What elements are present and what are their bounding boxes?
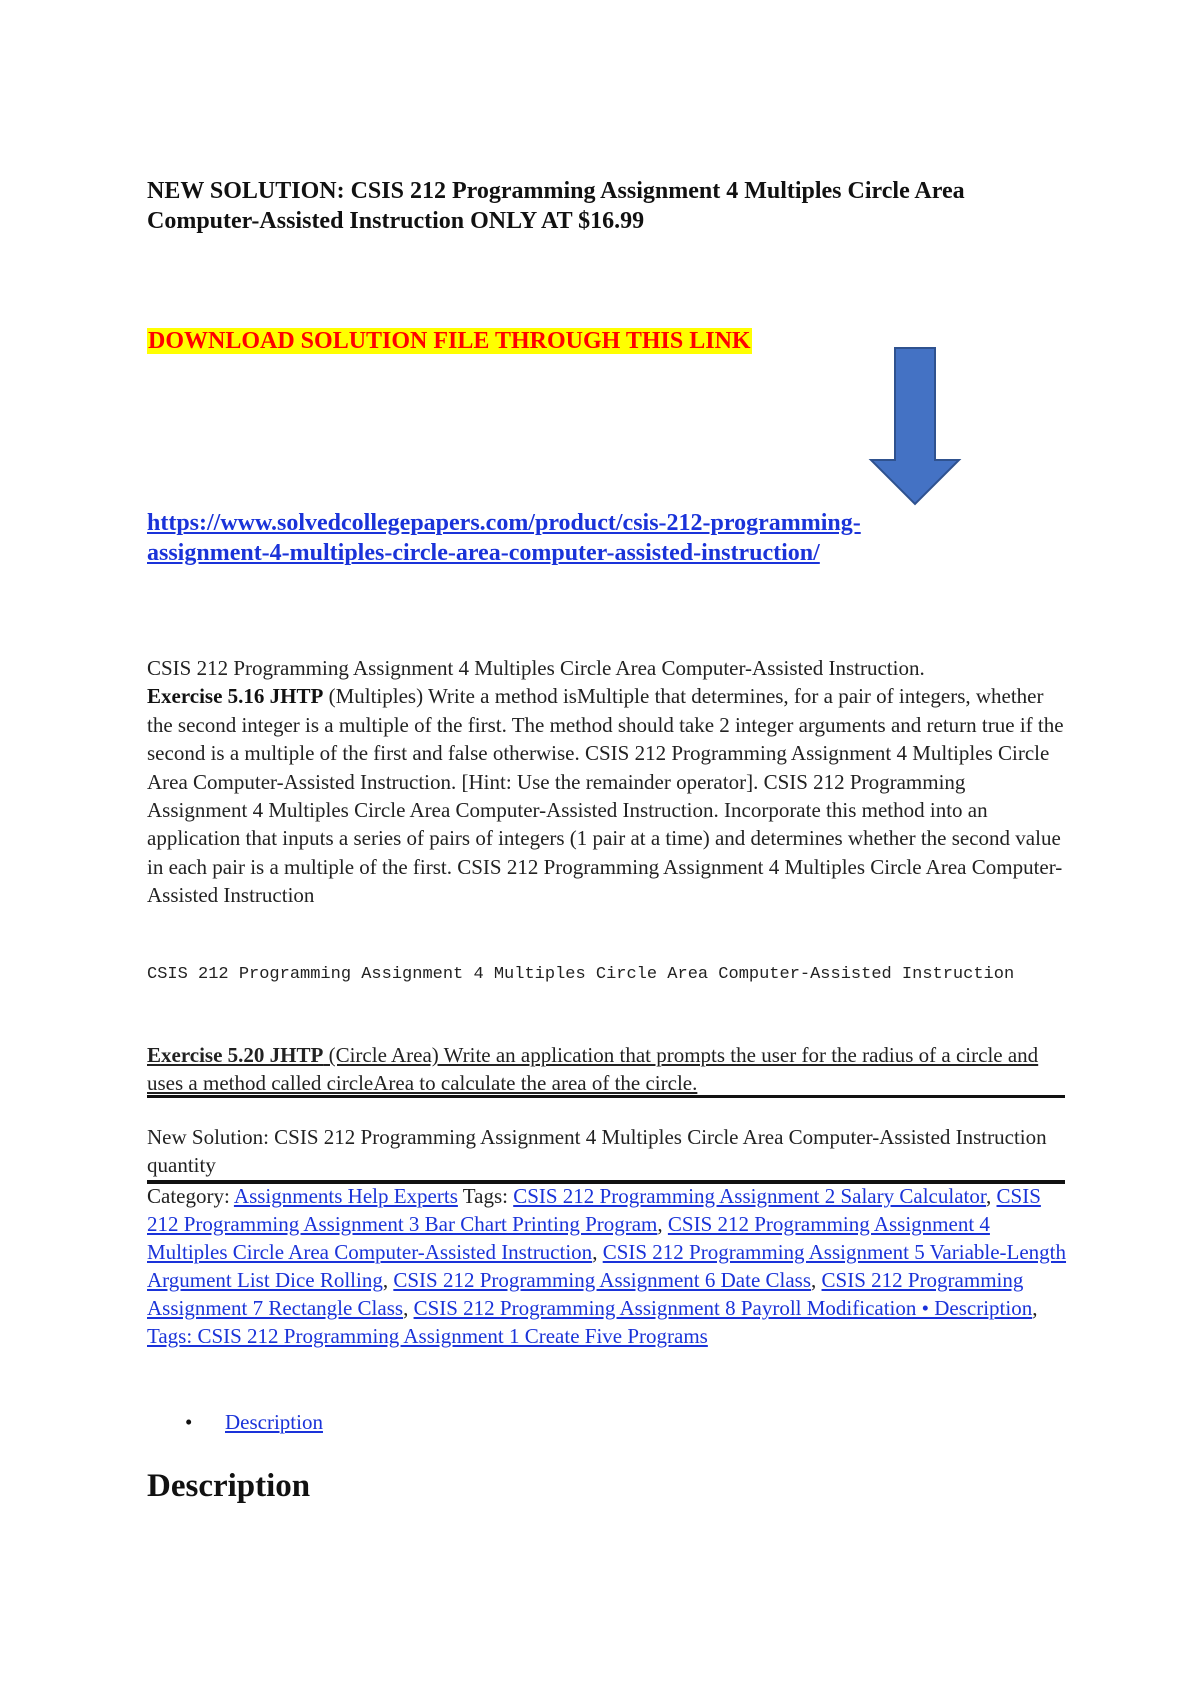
exercise-5-16-paragraph <box>147 654 1067 910</box>
monospace-caption: CSIS 212 Programming Assignment 4 Multiples Circle Area Computer-Assisted Instruction <box>147 965 1015 984</box>
solution-download-link[interactable] <box>147 508 1067 568</box>
tag-separator: , <box>403 1296 414 1320</box>
divider-top <box>147 1095 1065 1098</box>
tag-link[interactable]: CSIS 212 Programming Assignment 5 Variable-Length Argument List Dice Rolling <box>147 1240 1067 1292</box>
tag-separator: , <box>811 1268 822 1292</box>
description-heading: Description <box>147 1468 311 1504</box>
exercise-2-underlined <box>147 1043 1038 1095</box>
page-title: NEW SOLUTION: CSIS 212 Programming Assignment 4 Multiples Circle Area Computer-Assisted Instruction ONLY AT $16.99 <box>147 178 965 234</box>
url-line-1: https://www.solvedcollegepapers.com/product/csis-212-programming- <box>147 510 861 536</box>
tag-separator: , <box>986 1184 997 1208</box>
tag-link[interactable]: CSIS 212 Programming Assignment 8 Payroll Modification • Description <box>413 1296 1033 1320</box>
tag-link[interactable]: CSIS 212 Programming Assignment 7 Rectangle Class <box>147 1268 1024 1320</box>
download-banner <box>147 326 752 356</box>
tags-label: Tags: <box>457 1184 514 1208</box>
category-tags-block <box>147 1182 1067 1350</box>
exercise-5-20-paragraph <box>147 1041 1067 1097</box>
arrow-down-icon <box>867 346 963 506</box>
new-solution-text: New Solution: CSIS 212 Programming Assignment 4 Multiples Circle Area Computer-Assisted Instruction quantity <box>147 1125 1047 1177</box>
tag-link[interactable]: CSIS 212 Programming Assignment 3 Bar Chart Printing Program <box>147 1184 1041 1236</box>
tag-separator: , <box>1032 1296 1038 1320</box>
tag-separator: , <box>382 1268 394 1292</box>
category-label: Category: <box>147 1184 234 1208</box>
list-item <box>185 1408 323 1436</box>
url-line-2: assignment-4-multiples-circle-area-computer-assisted-instruction/ <box>147 540 820 566</box>
tag-link[interactable]: CSIS 212 Programming Assignment 2 Salary Calculator <box>513 1184 987 1208</box>
bullet-icon: • <box>185 1410 193 1434</box>
tag-separator: , <box>657 1212 668 1236</box>
tag-link[interactable]: CSIS 212 Programming Assignment 6 Date Class <box>393 1268 812 1292</box>
exercise-1-label: Exercise 5.16 JHTP <box>147 684 324 709</box>
exercise-2-label: Exercise 5.20 JHTP <box>147 1043 324 1067</box>
exercise-2-text: (Circle Area) Write an application that prompts the user for the radius of a circle and uses a method called circleArea to calculate the area of the circle. <box>147 1043 1039 1095</box>
tag-separator: , <box>592 1240 603 1264</box>
exercise-1-text: (Multiples) Write a method isMultiple that determines, for a pair of integers, whether the second integer is a multiple of the first. The method should take 2 integer arguments and return true if the second is a multiple of the first and false otherwise. CSIS 212 Programming Assignment 4 Multiples Circle Area Computer-Assisted Instruction. [Hint: Use the remainder operator]. CSIS 212 Programming Assignment 4 Multiples Circle Area Computer-Assisted Instruction. Incorporate this method into an application that inputs a series of pairs of integers (1 pair at a time) and determines whether the second value in each pair is a multiple of the first. CSIS 212 Programming Assignment 4 Multiples Circle Area Computer-Assisted Instruction <box>147 684 1064 908</box>
intro-text: CSIS 212 Programming Assignment 4 Multiples Circle Area Computer-Assisted Instruction. <box>147 656 925 680</box>
download-label: DOWNLOAD SOLUTION FILE THROUGH THIS LINK <box>148 328 751 354</box>
description-tab-link[interactable]: Description <box>225 1410 323 1434</box>
tag-link[interactable]: Tags: CSIS 212 Programming Assignment 1 Create Five Programs <box>147 1324 708 1348</box>
tag-link[interactable]: CSIS 212 Programming Assignment 4 Multiples Circle Area Computer-Assisted Instruction <box>147 1212 990 1264</box>
category-link[interactable]: Assignments Help Experts <box>233 1184 458 1208</box>
